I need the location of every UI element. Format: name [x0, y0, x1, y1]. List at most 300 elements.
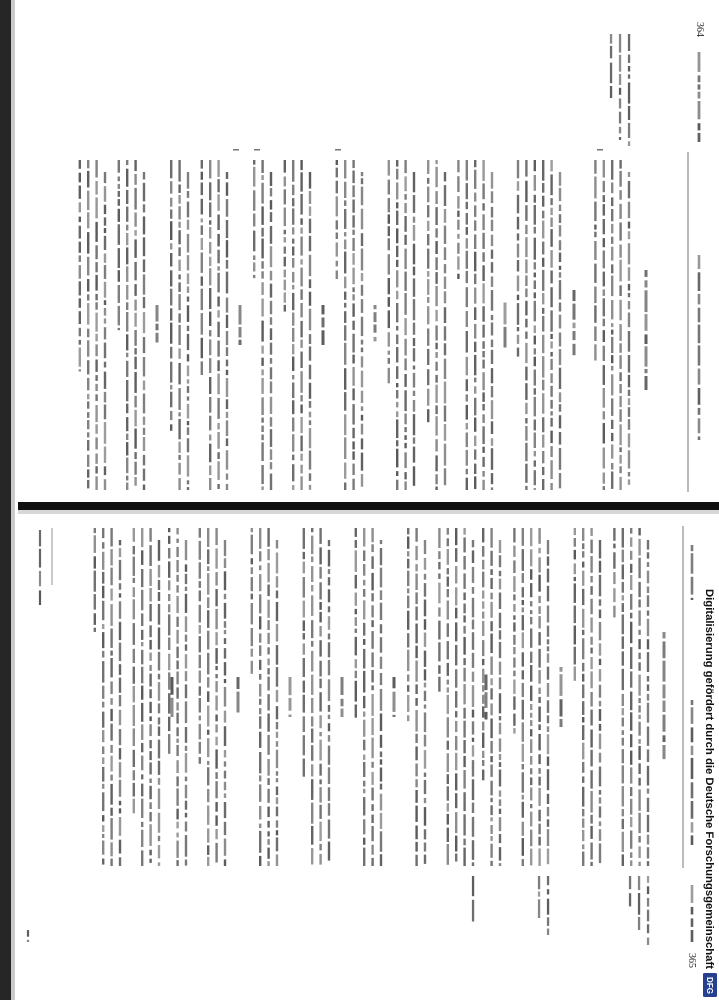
text-word — [638, 610, 640, 625]
text-word — [491, 207, 493, 218]
text-word — [647, 727, 649, 746]
heading-word — [171, 698, 174, 717]
text-word — [427, 279, 429, 295]
text-word — [611, 323, 613, 327]
page-365-section-title — [663, 632, 666, 759]
text-word — [224, 687, 226, 707]
text-word — [253, 190, 255, 211]
text-word — [466, 251, 468, 269]
text-word — [590, 730, 592, 748]
text-word — [336, 168, 338, 178]
text-word — [79, 242, 81, 253]
text-word — [276, 540, 278, 549]
text-word — [466, 311, 468, 327]
text-word — [309, 309, 311, 331]
text-word — [201, 313, 203, 335]
text-word — [259, 674, 261, 680]
text-word — [490, 688, 492, 699]
text-word — [463, 626, 465, 634]
text-word — [185, 594, 187, 613]
text-word — [217, 234, 219, 247]
text-word — [259, 616, 261, 629]
heading-word — [322, 318, 325, 328]
text-word — [276, 854, 278, 866]
text-word — [444, 209, 446, 223]
text-word — [594, 241, 596, 260]
margin-note-word — [472, 900, 474, 922]
text-word — [300, 395, 302, 401]
text-word — [574, 626, 576, 645]
text-word — [525, 486, 527, 490]
text-word — [413, 373, 415, 388]
text-word — [603, 219, 605, 234]
text-word — [472, 710, 474, 718]
text-word — [582, 609, 584, 628]
text-word — [176, 547, 178, 557]
text-word — [141, 528, 143, 547]
text-word — [482, 183, 484, 199]
text-word — [104, 186, 106, 202]
text-word — [547, 556, 549, 565]
text-word — [590, 710, 592, 726]
text-word — [490, 578, 492, 589]
text-word — [499, 642, 501, 658]
heading-word — [504, 327, 507, 348]
text-word — [119, 762, 121, 778]
text-word — [226, 450, 228, 470]
text-word — [303, 695, 305, 713]
margin-note-word — [547, 929, 549, 936]
text-word — [482, 733, 484, 748]
text-word — [361, 317, 363, 336]
text-word — [300, 237, 302, 256]
text-word — [199, 716, 201, 721]
text-word — [513, 594, 515, 600]
text-word — [380, 768, 382, 782]
text-word — [447, 663, 449, 676]
text-word — [176, 617, 178, 627]
text-word — [457, 176, 459, 192]
text-word — [647, 861, 649, 866]
text-word — [603, 423, 605, 444]
text-word — [199, 528, 201, 538]
text-word — [622, 595, 624, 600]
text-word — [226, 272, 228, 294]
text-word — [525, 343, 527, 363]
text-word — [559, 473, 561, 488]
text-word — [619, 372, 621, 381]
text-word — [217, 341, 219, 357]
text-word — [638, 630, 640, 635]
text-word — [224, 839, 226, 856]
text-word — [311, 779, 313, 800]
text-word — [110, 568, 112, 586]
text-word — [424, 773, 426, 777]
text-word — [253, 275, 255, 278]
text-word — [355, 593, 357, 606]
text-word — [110, 658, 112, 677]
text-word — [311, 716, 313, 726]
text-word — [149, 588, 151, 602]
text-word — [267, 600, 269, 618]
text-word — [547, 626, 549, 637]
text-word — [143, 381, 145, 391]
text-word — [168, 734, 170, 754]
text-word — [344, 209, 346, 229]
text-word — [300, 259, 302, 264]
text-word — [102, 661, 104, 683]
text-word — [355, 671, 357, 678]
text-word — [170, 424, 172, 431]
text-word — [491, 172, 493, 189]
margin-note-word — [547, 876, 549, 885]
text-word — [176, 713, 178, 724]
text-word — [490, 602, 492, 618]
text-word — [251, 628, 253, 646]
text-word — [435, 362, 437, 371]
text-word — [457, 234, 459, 239]
text-word — [261, 299, 263, 317]
text-word — [118, 224, 120, 245]
text-word — [499, 799, 501, 806]
text-word — [388, 368, 390, 384]
heading-word — [560, 719, 563, 727]
text-word — [647, 587, 649, 594]
text-word — [474, 464, 476, 474]
text-word — [168, 614, 170, 635]
text-word — [226, 360, 228, 367]
text-word — [611, 398, 613, 416]
text-word — [328, 679, 330, 701]
text-word — [466, 183, 468, 199]
text-word — [226, 378, 228, 397]
text-word — [517, 217, 519, 230]
text-word — [491, 220, 493, 231]
text-word — [559, 214, 561, 223]
text-word — [413, 466, 415, 486]
text-word — [435, 325, 437, 340]
text-word — [619, 384, 621, 393]
text-word — [455, 587, 457, 605]
text-word — [352, 479, 354, 490]
text-word — [482, 591, 484, 599]
text-word — [95, 405, 97, 422]
text-word — [427, 329, 429, 346]
text-word — [638, 862, 640, 866]
heading-word — [645, 369, 648, 373]
text-word — [176, 809, 178, 820]
text-word — [407, 611, 409, 630]
text-word — [582, 701, 584, 715]
text-word — [126, 160, 128, 165]
text-word — [178, 463, 180, 475]
text-word — [319, 805, 321, 819]
text-word — [628, 267, 630, 281]
text-word — [542, 293, 544, 304]
text-word — [619, 204, 621, 219]
text-word — [158, 565, 160, 578]
text-word — [261, 397, 263, 415]
text-word — [319, 626, 321, 637]
text-word — [207, 691, 209, 702]
text-word — [276, 778, 278, 782]
text-word — [474, 398, 476, 416]
text-word — [201, 199, 203, 215]
text-word — [530, 713, 532, 718]
text-word — [352, 464, 354, 475]
text-word — [647, 684, 649, 691]
text-word — [217, 194, 219, 211]
text-word — [110, 756, 112, 772]
heading-word — [393, 715, 396, 717]
text-word — [517, 260, 519, 272]
text-word — [404, 203, 406, 213]
text-word — [104, 318, 106, 323]
text-word — [619, 343, 621, 353]
text-word — [534, 433, 536, 449]
text-word — [267, 585, 269, 597]
text-word — [336, 181, 338, 194]
text-word — [209, 465, 211, 475]
text-word — [217, 374, 219, 395]
text-word — [276, 807, 278, 817]
text-word — [447, 717, 449, 737]
text-word — [407, 695, 409, 712]
text-word — [110, 589, 112, 601]
text-word — [530, 788, 532, 801]
text-word — [104, 265, 106, 279]
text-word — [261, 378, 263, 394]
text-word — [201, 160, 203, 169]
text-word — [276, 837, 278, 851]
text-word — [104, 372, 106, 389]
text-word — [303, 601, 305, 618]
text-word — [447, 680, 449, 685]
text-word — [209, 330, 211, 336]
margin-note-word — [638, 876, 640, 890]
text-word — [79, 160, 81, 169]
text-word — [574, 528, 576, 535]
text-word — [611, 330, 613, 335]
text-word — [187, 234, 189, 253]
text-word — [292, 293, 294, 310]
text-word — [363, 649, 365, 669]
text-word — [517, 335, 519, 344]
text-word — [427, 389, 429, 406]
text-word — [87, 257, 89, 276]
text-word — [482, 546, 484, 557]
text-word — [276, 750, 278, 768]
text-word — [355, 659, 357, 668]
text-word — [415, 746, 417, 760]
text-word — [435, 272, 437, 284]
text-word — [482, 351, 484, 357]
text-word — [119, 593, 121, 597]
text-word — [119, 540, 121, 545]
text-word — [474, 220, 476, 230]
text-word — [79, 348, 81, 367]
text-word — [611, 160, 613, 180]
text-word — [622, 708, 624, 715]
text-word — [309, 334, 311, 344]
text-word — [482, 372, 484, 390]
text-word — [447, 786, 449, 800]
text-word — [87, 340, 89, 356]
margin-note-word — [647, 898, 649, 907]
text-word — [178, 325, 180, 345]
text-word — [590, 528, 592, 536]
text-word — [168, 548, 170, 558]
text-word — [582, 674, 584, 682]
text-word — [133, 686, 135, 702]
text-word — [267, 735, 269, 755]
text-word — [102, 730, 104, 742]
text-word — [590, 657, 592, 669]
text-word — [380, 590, 382, 600]
text-word — [300, 268, 302, 287]
text-word — [224, 802, 226, 818]
margin-mark — [254, 149, 260, 151]
text-word — [499, 738, 501, 751]
text-word — [363, 564, 365, 576]
text-word — [133, 705, 135, 726]
text-word — [319, 640, 321, 656]
text-word — [599, 659, 601, 665]
text-word — [638, 715, 640, 719]
heading-word — [560, 674, 563, 696]
text-word — [574, 583, 576, 603]
text-word — [547, 683, 549, 697]
text-word — [590, 750, 592, 767]
text-word — [424, 651, 426, 667]
text-word — [201, 338, 203, 358]
text-word — [472, 672, 474, 682]
text-word — [630, 564, 632, 573]
text-word — [134, 452, 136, 459]
text-word — [217, 266, 219, 270]
text-word — [582, 762, 584, 773]
text-word — [611, 374, 613, 395]
text-word — [455, 711, 457, 717]
text-word — [590, 770, 592, 788]
text-word — [176, 860, 178, 866]
text-word — [292, 313, 294, 326]
text-word — [79, 369, 81, 371]
margin-note-word — [619, 55, 621, 72]
text-word — [413, 299, 415, 320]
text-word — [371, 858, 373, 866]
text-word — [217, 310, 219, 317]
text-word — [542, 479, 544, 490]
text-word — [226, 412, 228, 418]
text-word — [603, 181, 605, 192]
text-word — [361, 415, 363, 421]
text-word — [550, 250, 552, 268]
text-word — [427, 234, 429, 245]
text-word — [79, 217, 81, 223]
text-word — [463, 537, 465, 552]
text-word — [513, 604, 515, 612]
text-word — [534, 175, 536, 191]
heading-word — [289, 677, 292, 695]
text-word — [104, 217, 106, 225]
text-word — [415, 607, 417, 621]
margin-note-word — [547, 917, 549, 926]
text-word — [215, 589, 217, 606]
text-word — [79, 255, 81, 262]
text-word — [355, 617, 357, 626]
text-word — [104, 228, 106, 233]
text-word — [201, 276, 203, 285]
text-word — [199, 591, 201, 602]
text-word — [226, 240, 228, 257]
text-word — [300, 405, 302, 414]
text-word — [199, 636, 201, 652]
text-word — [522, 822, 524, 836]
text-word — [447, 814, 449, 825]
text-word — [619, 160, 621, 169]
text-word — [455, 736, 457, 750]
text-word — [388, 297, 390, 307]
text-word — [226, 182, 228, 195]
text-word — [463, 721, 465, 738]
margin-note-word — [619, 74, 621, 85]
text-word — [559, 404, 561, 412]
heading-word — [393, 692, 396, 712]
text-word — [534, 348, 536, 354]
text-word — [630, 622, 632, 644]
text-word — [413, 437, 415, 443]
text-word — [482, 751, 484, 758]
text-word — [438, 583, 440, 604]
margin-note-word — [610, 63, 612, 84]
text-word — [396, 169, 398, 180]
text-word — [352, 185, 354, 197]
text-word — [300, 194, 302, 215]
text-word — [613, 572, 615, 584]
text-word — [550, 431, 552, 444]
text-word — [226, 399, 228, 409]
text-word — [126, 302, 128, 310]
text-word — [149, 812, 151, 822]
text-word — [415, 734, 417, 743]
text-word — [209, 444, 211, 463]
text-word — [424, 540, 426, 554]
text-word — [185, 746, 187, 751]
text-word — [542, 221, 544, 239]
text-word — [530, 583, 532, 597]
text-word — [207, 857, 209, 866]
text-word — [110, 629, 112, 648]
text-word — [217, 452, 219, 459]
text-word — [207, 631, 209, 650]
text-word — [352, 367, 354, 386]
text-word — [538, 768, 540, 774]
text-word — [226, 347, 228, 356]
text-word — [311, 729, 313, 743]
text-word — [628, 202, 630, 218]
text-word — [141, 642, 143, 646]
text-word — [224, 771, 226, 779]
text-word — [187, 191, 189, 198]
text-word — [319, 787, 321, 803]
text-word — [427, 205, 429, 217]
text-word — [619, 424, 621, 445]
text-word — [226, 370, 228, 375]
text-word — [582, 543, 584, 549]
text-word — [424, 735, 426, 747]
text-word — [207, 845, 209, 855]
